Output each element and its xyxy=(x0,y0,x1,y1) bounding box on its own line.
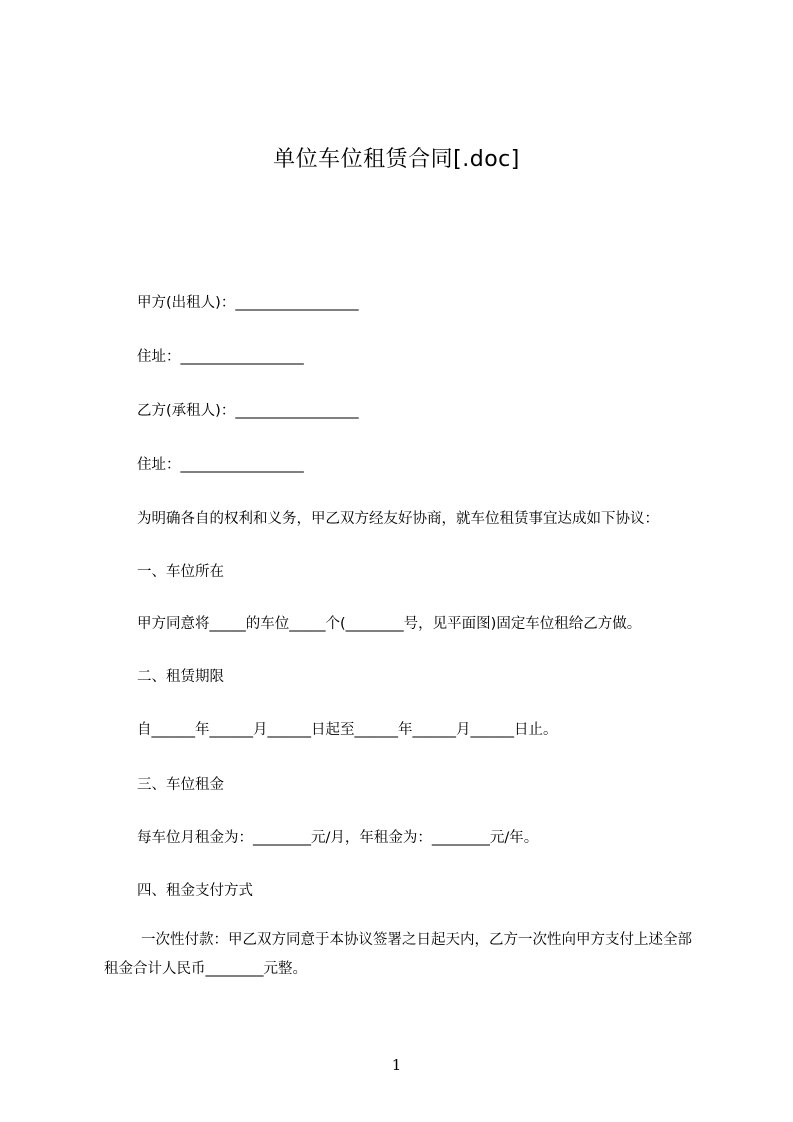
section-2-text: 自______年______月______日起至______年______月______日止。 xyxy=(137,722,558,738)
party-b-line: 乙方(承租人)：_________________ xyxy=(137,403,359,419)
page-number: 1 xyxy=(391,1056,402,1074)
section-4-text: 一次性付款：甲乙双方同意于本协议签署之日起天内，乙方一次性向甲方支付上述全部租金合计人民币________元整。 xyxy=(104,932,692,977)
preamble-text: 为明确各自的权利和义务，甲乙双方经友好协商，就车位租赁事宜达成如下协议： xyxy=(137,511,659,527)
section-3-text: 每车位月租金为：________元/月，年租金为：________元/年。 xyxy=(137,830,539,846)
party-a-line: 甲方(出租人)：_________________ xyxy=(137,295,359,311)
section-4-heading: 四、租金支付方式 xyxy=(137,883,253,899)
section-3-heading: 三、车位租金 xyxy=(137,777,224,793)
document-title: 单位车位租赁合同[.doc] xyxy=(273,147,520,172)
party-b-address-line: 住址：_________________ xyxy=(137,457,304,473)
section-2-heading: 二、租赁期限 xyxy=(137,669,224,685)
section-1-heading: 一、车位所在 xyxy=(137,564,224,580)
section-1-text: 甲方同意将_____的车位_____个(________号，见平面图)固定车位租给乙方做。 xyxy=(137,616,642,632)
party-a-address-line: 住址：_________________ xyxy=(137,349,304,365)
